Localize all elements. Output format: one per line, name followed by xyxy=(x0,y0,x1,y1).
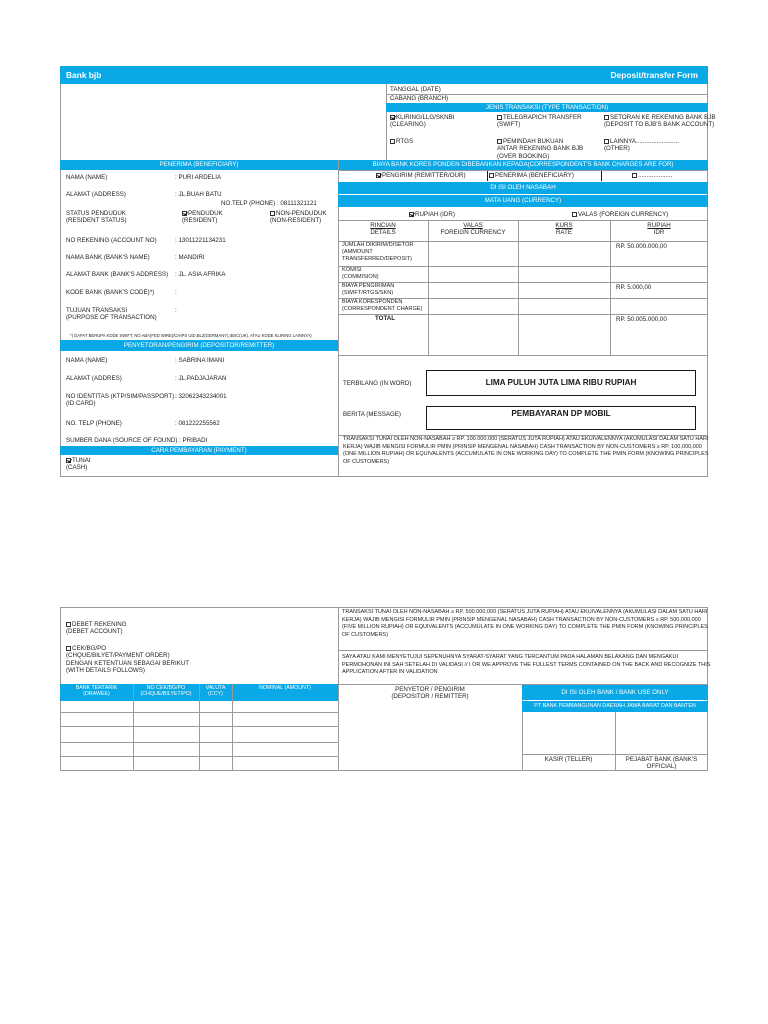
non-resident-option[interactable] xyxy=(270,210,327,225)
payment-bar: CARA PEMBAYARAN (PAYMENT) xyxy=(60,446,338,455)
charges-other-checkbox[interactable] xyxy=(632,173,637,178)
customer-fill-bar: DI ISI OLEH NASABAH xyxy=(338,182,708,194)
row-amount-idr: RP. 50.000.000,00 xyxy=(616,243,667,250)
charges-remitter[interactable] xyxy=(376,172,466,179)
currency-bar: MATA UANG (CURRENCY) xyxy=(338,195,708,207)
charges-beneficiary-label: PENERIMA (BENEFICIARY) xyxy=(495,172,574,179)
date-label: TANGGAL (DATE) xyxy=(390,86,441,93)
col-cheque-no: NO CEK/BG/PO (CHQUE/BILYET/PO) xyxy=(140,685,192,698)
charges-remitter-label: PENGIRIM (REMITTER/OUR) xyxy=(382,172,466,179)
official-label: PEJABAT BANK (BANK'S OFFICIAL) xyxy=(625,756,698,771)
bank-address-label: ALAMAT BANK (BANK'S ADDRESS) xyxy=(66,271,169,278)
swift-label: TELEGRAPICH TRANSFER (SWIFT) xyxy=(497,114,582,129)
form-title: Deposit/transfer Form xyxy=(610,70,698,80)
type-clearing[interactable] xyxy=(390,114,454,129)
purpose-value: : xyxy=(175,307,177,314)
resident-label: PENDUDUK (RESIDENT) xyxy=(182,210,223,225)
cash-checkbox[interactable] xyxy=(66,458,71,463)
fund-source: SUMBER DANA (SOURCE OF FOUND) : PRIBADI xyxy=(66,437,208,444)
other-checkbox[interactable] xyxy=(604,139,609,144)
row-amount-label: JUMLAH DIKIRIM/DISETOR (AMMOUNT TRANSFERRED/DEPOSIT) xyxy=(342,242,414,262)
rtgs-label: RTGS xyxy=(396,138,414,145)
non-resident-checkbox[interactable] xyxy=(270,211,275,216)
purpose-label: TUJUAN TRANSAKSI (PURPOSE OF TRANSACTION) xyxy=(66,307,157,322)
clearing-checkbox[interactable] xyxy=(390,115,395,120)
notice-500m: TRANSAKSI TUNAI OLEH NON-NASABAH ≥ RP. 500.000.000 (SERATUS JUTA RUPIAH) ATAU EKUIVALENNYA (AKUMULASI DALAM SATU HARI KERJA) WAJIB MENGISI FORMULIR PMIN (PRINSIP MENGENAL NASABAH) CASH TRANSACTION BY NON-CUSTOMERS ≥ RP. 500,000,000 (FIVE MILLION RUPIAH) OR EQUIVALENTS (ACCUMULATE IN ONE WORKING DAY) TO COMPLETE THE PMIN FORM (KNOWING PRINCIPLES OF CUSTOMERS) xyxy=(342,609,708,638)
notice-100m: TRANSAKSI TUNAI OLEH NON-NASABAH ≥ RP. 100.000.000 (SERATUS JUTA RUPIAH) ATAU EKUIVALENNYA (AKUMULASI DALAM SATU HARI KERJA) WAJIB MENGISI FORMULIR PMIN (PRINSIP MENGENAL NASABAH) CASH TRANSACTION BY NON-CUSTOMERS ≥ RP. 100,000,000 (ONE MILLION RUPIAH) OR EQUIVALENTS (ACCUMULATE IN ONE WORKING DAY) TO COMPLETE THE PMIN FORM (KNOWING PRINCIPLES OF CUSTOMERS) xyxy=(343,436,709,465)
swift-checkbox[interactable] xyxy=(497,115,502,120)
charges-beneficiary-checkbox[interactable] xyxy=(489,173,494,178)
charges-other-label: .................... xyxy=(638,172,673,179)
bank-code-footnote: *) DAPAT BERUPA KODE SWIFT, NO ABA(FED WIRE)/CHIPS UID,BLZ(GERMANY),IBSC(UK), ATAU KODE KLIRING LAINNYA) xyxy=(70,333,312,338)
col-idr-header xyxy=(610,222,708,237)
form-header-bar xyxy=(60,66,708,84)
resident-option[interactable] xyxy=(182,210,223,225)
charges-bar: BIAYA BANK KORES PONDEN DIBEBANKAN KEPADA(CORRESPONDENT'S BANK CHARGES ARE FOR) xyxy=(338,160,708,170)
teller-label: KASIR (TELLER) xyxy=(544,756,593,763)
debit-label: DEBET REKENING (DEBET ACCOUNT) xyxy=(66,621,127,636)
bank-name: Bank bjb xyxy=(66,70,102,80)
col-foreign-title: VALAS xyxy=(463,222,483,229)
charges-remitter-checkbox[interactable] xyxy=(376,173,381,178)
beneficiary-name: : PURI ARDELIA xyxy=(175,174,222,181)
rtgs-checkbox[interactable] xyxy=(390,139,395,144)
depositor-bar: PENYETORAN/PENGIRIM (DEPOSITOR/REMITTER) xyxy=(60,340,338,351)
agreement-text: SAYA ATAU KAMI MENYETUJUI SEPENUHNYA SYARAT-SYARAT YANG TERCANTUM PADA HALAMAN BELAKANG DAN MENGAKUI PERMOHONAN INI SAH SETELAH DI VALIDASI // I OR WE APPROVE THE FULLEST TERMS CONTAINED ON THE BACK AND RECOGNIZE THIS APPLICATION AFTER IN VALIDATION xyxy=(342,654,711,676)
currency-idr[interactable] xyxy=(409,211,455,218)
currency-foreign-label: VALAS (FOREIGN CURRENCY) xyxy=(578,211,669,218)
bank-name-label: NAMA BANK (BANK'S NAME) xyxy=(66,254,150,261)
beneficiary-name-label: NAMA (NAME) xyxy=(66,174,108,181)
message-label: BERITA (MESSAGE) xyxy=(343,411,401,418)
depositor-address: : JL.PADJAJARAN xyxy=(175,375,227,382)
bank-use-bar: DI ISI OLEH BANK / BANK USE ONLY xyxy=(522,685,708,700)
account-number: : 13011221134231 xyxy=(175,237,226,244)
transaction-type-bar: JENIS TRANSAKSI (TYPE TRANSACTION) xyxy=(386,103,708,112)
col-foreign-sub: FOREIGN CURRENCY xyxy=(440,229,506,237)
debit-option[interactable] xyxy=(66,621,127,636)
type-other[interactable] xyxy=(604,138,679,153)
currency-foreign-checkbox[interactable] xyxy=(572,212,577,217)
beneficiary-address-label: ALAMAT (ADDRESS) xyxy=(66,191,126,198)
row-total-label: TOTAL xyxy=(375,315,396,322)
row-correspondent-label: BIAYA KORESPONDEN (CORRESPONDENT CHARGE) xyxy=(342,299,423,312)
depositor-signature-label: PENYETOR / PENGIRIM (DEPOSITOR / REMITTER) xyxy=(391,686,469,701)
bank-name-bar: PT BANK PEMBANGUNAN DAERAH JAWA BARAT DAN BANTEN xyxy=(522,701,708,712)
charges-other[interactable] xyxy=(632,172,672,179)
bank-code: : xyxy=(175,289,177,296)
other-label: LAINNYA......................... (OTHER) xyxy=(604,138,679,153)
over-booking-checkbox[interactable] xyxy=(497,139,502,144)
clearing-label: KLIRING/LLG/SKNBI (CLEARING) xyxy=(390,114,455,129)
depositor-id-label: NO IDENTITAS (KTP/SIM/PASSPORT) (ID CARD) xyxy=(66,393,175,408)
row-shipping-label: BIAYA PENGIRIMAN (SWIFT/RTGS/SKN) xyxy=(342,283,395,296)
col-ccy: VALUTA (CCY) xyxy=(205,685,226,698)
depositor-phone: : 081222255562 xyxy=(175,420,220,427)
charges-beneficiary[interactable] xyxy=(489,172,574,179)
non-resident-label: NON-PENDUDUK (NON-RESIDENT) xyxy=(270,210,327,225)
resident-checkbox[interactable] xyxy=(182,211,187,216)
row-total-idr: RP. 50.005.000,00 xyxy=(616,316,667,323)
beneficiary-bar: PENERIMA (BENEFICIARY) xyxy=(60,160,338,170)
in-words-label: TERBILANG (IN WORD) xyxy=(343,380,412,387)
col-idr-title: RUPIAH xyxy=(647,222,671,229)
col-foreign-header xyxy=(428,222,518,237)
currency-foreign[interactable] xyxy=(572,211,668,218)
type-rtgs[interactable] xyxy=(390,138,413,145)
account-label: NO REKENING (ACCOUNT NO) xyxy=(66,237,157,244)
depositor-name: : SABRINA IMANI xyxy=(175,357,225,364)
beneficiary-bank-address: : JL. ASIA AFRIKA xyxy=(175,271,226,278)
in-words-box[interactable] xyxy=(426,370,696,396)
col-rate-title: KURS xyxy=(555,222,573,229)
message-value: PEMBAYARAN DP MOBIL xyxy=(511,409,611,418)
payment-cash[interactable] xyxy=(66,457,91,472)
col-idr-sub: IDR xyxy=(653,229,665,237)
col-amount: NOMINAL (AMOUNT) xyxy=(259,685,311,691)
type-swift[interactable] xyxy=(497,114,582,129)
debit-checkbox[interactable] xyxy=(66,622,71,627)
depositor-address-label: ALAMAT (ADDRES) xyxy=(66,375,122,382)
in-words-value: LIMA PULUH JUTA LIMA RIBU RUPIAH xyxy=(485,378,637,387)
message-box[interactable] xyxy=(426,406,696,430)
currency-idr-label: RUPIAH (IDR) xyxy=(415,211,455,218)
branch-label: CABANG (BRANCH) xyxy=(390,95,449,102)
depositor-phone-label: NO. TELP (PHONE) xyxy=(66,420,122,427)
beneficiary-phone: NO.TELP (PHONE) : 08111321121 xyxy=(221,200,317,207)
col-details-title: RINCIAN xyxy=(370,222,396,229)
depositor-name-label: NAMA (NAME) xyxy=(66,357,108,364)
type-setoran[interactable] xyxy=(604,114,715,129)
beneficiary-address: : JL.BUAH BATU xyxy=(175,191,222,198)
cash-label: TUNAI (CASH) xyxy=(66,457,91,472)
resident-status-label: STATUS PENDUDUK (RESIDENT STATUS) xyxy=(66,210,127,225)
type-over-booking[interactable] xyxy=(497,138,583,160)
col-details-sub: DETAILS xyxy=(370,229,396,237)
col-rate-header xyxy=(518,222,610,237)
over-booking-label: PEMINDAH BUKUAN ANTAR REKENING BANK BJB (OVER BOOKING) xyxy=(497,138,584,160)
currency-idr-checkbox[interactable] xyxy=(409,212,414,217)
bank-code-label: KODE BANK (BANK'S CODE)*) xyxy=(66,289,155,296)
col-rate-sub: RATE xyxy=(555,229,573,237)
cheque-label: CEK/BG/PO (CHQUE/BILYET/PAYMENT ORDER) DENGAN KETENTUAN SEBAGAI BERIKUT (WITH DETAILS FOLLOWS) xyxy=(66,645,190,675)
row-shipping-idr: RP. 5.000,00 xyxy=(616,284,652,291)
depositor-id: : 32062343234001 xyxy=(175,393,227,400)
col-drawee: BANK TERTARIK (DRAWEE) xyxy=(75,685,118,698)
cheque-option[interactable] xyxy=(66,645,189,675)
col-details-header xyxy=(338,222,428,237)
beneficiary-bank-name: : MANDIRI xyxy=(175,254,205,261)
setoran-label: SETORAN KE REKENING BANK BJB (DEPOSIT TO BJB'S BANK ACCOUNT) xyxy=(604,114,716,129)
cheque-checkbox[interactable] xyxy=(66,646,71,651)
setoran-checkbox[interactable] xyxy=(604,115,609,120)
row-commission-label: KOMISI (COMMISION) xyxy=(342,267,379,280)
